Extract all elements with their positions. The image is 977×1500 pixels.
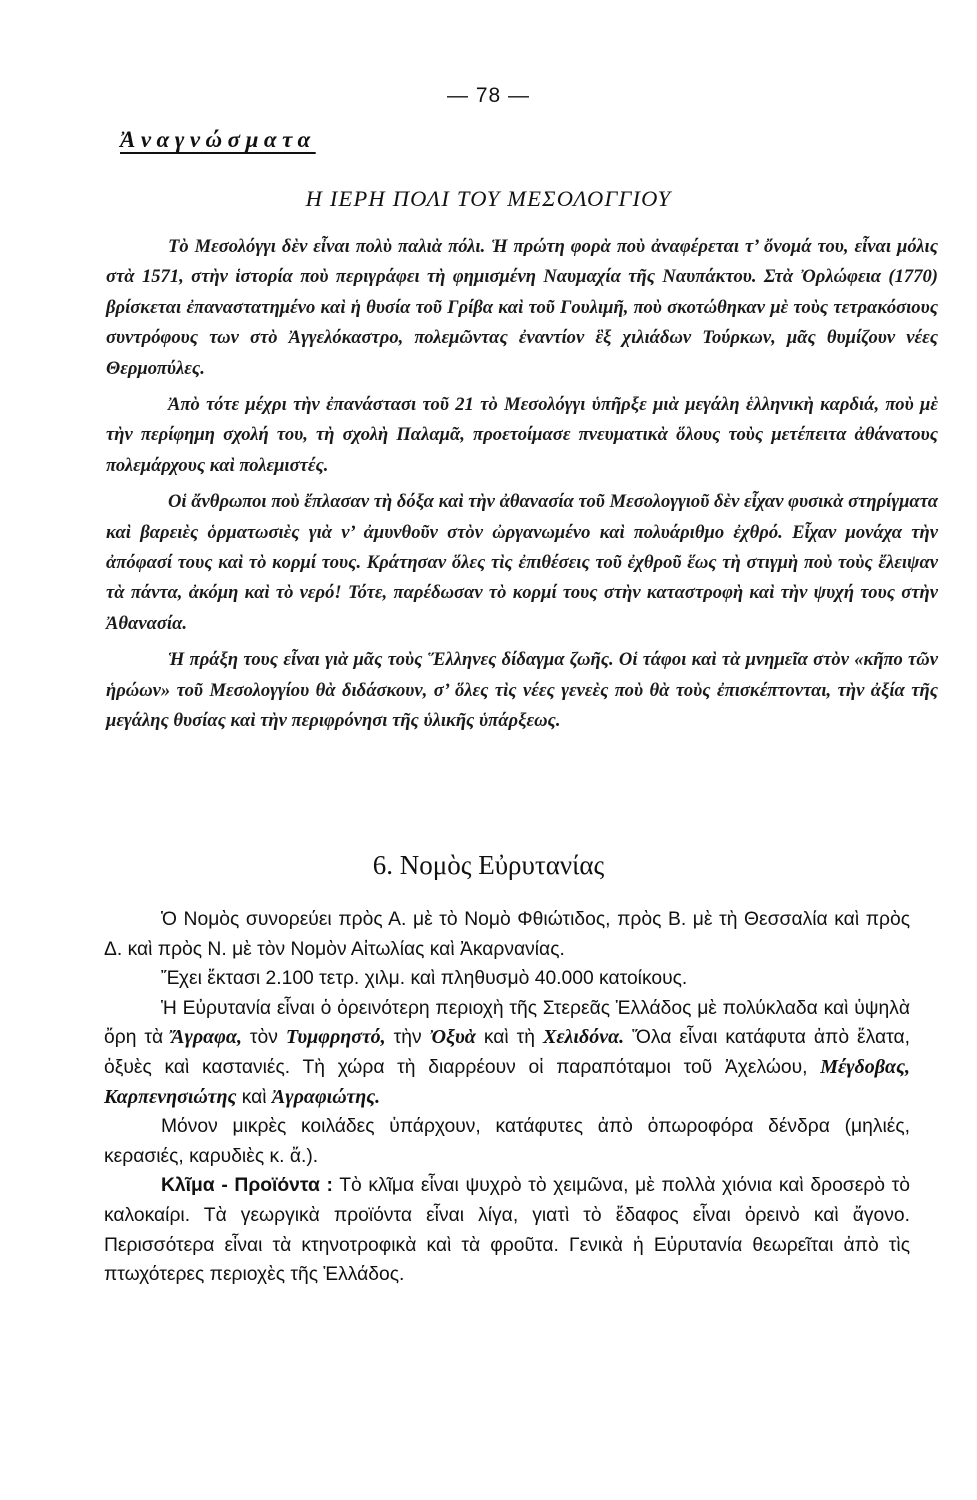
text-run: Τὸ κλῖμα εἶναι ψυχρὸ τὸ χειμῶνα, μὲ πολλὰ χιόνια καὶ δροσερὸ τὸ καλοκαίρι. Τὰ γεωργικὰ προϊόντα εἶναι λίγα, γιατὶ τὸ ἔδαφος εἶναι ὀρεινὸ καὶ ἄγονο. Περισσότερα εἶναι τὰ κτηνοτροφικὰ καὶ τὰ φροῦτα. Γενικὰ ἡ Εὐρυτανία θεωρεῖται ἀπὸ τὶς πτωχότερες περιοχὲς τῆς Ἑλλάδος. bbox=[104, 1175, 910, 1286]
body-paragraph-valleys: Μόνον μικρὲς κοιλάδες ὑπάρχουν, κατάφυτες ἀπὸ ὀπωροφόρα δένδρα (μηλιές, κερασιές, καρυδιὲς κ. ἄ.). bbox=[104, 1116, 910, 1167]
place-name: Ὀξυὰ bbox=[429, 1026, 476, 1049]
text-run: τὸν bbox=[241, 1027, 286, 1049]
place-name: Χελιδόνα. bbox=[543, 1026, 625, 1049]
text-run: τὴν bbox=[385, 1027, 430, 1049]
body-paragraph-area: Ἔχει ἔκτασι 2.100 τετρ. χιλμ. καὶ πληθυσμὸ 40.000 κατοίκους. bbox=[161, 968, 688, 990]
chapter-title: 6. Νομὸς Εὐρυτανίας bbox=[372, 850, 605, 880]
reading-text bbox=[106, 232, 938, 743]
paragraph-lead: Κλῖμα - Προϊόντα : bbox=[161, 1175, 333, 1197]
reading-title: Η ΙΕΡΗ ΠΟΛΙ ΤΟΥ ΜΕΣΟΛΟΓΓΙΟΥ bbox=[305, 186, 672, 211]
place-name: Μέγδοβας, Καρπενησιώτης bbox=[104, 1055, 910, 1108]
text-run: καὶ bbox=[236, 1086, 272, 1108]
text-run: Ἡ Εὐρυτανία εἶναι ὁ ὀρεινότερη περιοχὴ τῆς Στερεᾶς Ἑλλάδος μὲ πολύκλαδα καὶ ὑψηλὰ ὄρη τὰ bbox=[104, 997, 910, 1049]
text-run: Ὅλα εἶναι κατάφυτα ἀπὸ ἔλατα, ὀξυὲς καὶ καστανιές. Τὴ χώρα τὴ διαρρέουν οἱ παραπόταμοι τοῦ Ἀχελώου, bbox=[104, 1027, 910, 1078]
chapter-body bbox=[104, 905, 910, 1290]
reading-paragraph: Τὸ Μεσολόγγι δὲν εἶναι πολὺ παλιὰ πόλι. Ἡ πρώτη φορὰ ποὺ ἀναφέρεται τ’ ὄνομά του, εἶναι μόλις στὰ 1571, στὴν ἱστορία ποὺ περιγράφει τὴ φημισμένη Ναυμαχία τῆς Ναυπάκτου. Στὰ Ὀρλώφεια (1770) βρίσκεται ἐπαναστατημένο καὶ ἡ θυσία τοῦ Γρίβα καὶ τοῦ Γουλιμῆ, ποὺ σκοτώθηκαν μὲ τοὺς τετρακόσιους συντρόφους των στὸ Ἀγγελόκαστρο, πολεμῶντας ἐναντίον ἓξ χιλιάδων Τούρκων, μᾶς θυμίζουν νέες Θερμοπύλες. bbox=[106, 236, 938, 379]
place-name: Ἄγραφα, bbox=[171, 1026, 242, 1049]
reading-paragraph: Ἀπὸ τότε μέχρι τὴν ἐπανάστασι τοῦ 21 τὸ Μεσολόγγι ὑπῆρξε μιὰ μεγάλη ἑλληνικὴ καρδιά, ποὺ μὲ τὴν περίφημη σχολή του, τὴ σχολὴ Παλαμᾶ, προετοίμασε πνευματικὰ ὅλους τοὺς μετέπειτα ἀθάνατους πολεμάρχους καὶ πολεμιστές. bbox=[106, 394, 938, 476]
reading-paragraph: Ἡ πράξη τους εἶναι γιὰ μᾶς τοὺς Ἕλληνες δίδαγμα ζωῆς. Οἱ τάφοι καὶ τὰ μνημεῖα στὸν «κῆπο τῶν ἡρώων» τοῦ Μεσολογγίου θὰ διδάσκουν, σ’ ὅλες τὶς νέες γενεὲς ποὺ θὰ τοὺς ἐπισκέπτονται, τὴν ἀξία τῆς μεγάλης θυσίας καὶ τὴν περιφρόνησι τῆς ὑλικῆς ὑπάρξεως. bbox=[106, 649, 938, 732]
reading-paragraph: Οἱ ἄνθρωποι ποὺ ἔπλασαν τὴ δόξα καὶ τὴν ἀθανασία τοῦ Μεσολογγιοῦ δὲν εἶχαν φυσικὰ στηρίγματα καὶ βαρειὲς ὁρματωσιὲς γιὰ ν’ ἀμυνθοῦν στὸν ὠργανωμένο καὶ πολυάριθμο ἐχθρό. Εἶχαν μονάχα τὴν ἀπόφασί τους καὶ τὸ κορμί τους. Κράτησαν ὅλες τὶς ἐπιθέσεις τοῦ ἐχθροῦ ἕως τὴ στιγμὴ ποὺ τοὺς ἔλειψαν τὰ πάντα, ἀκόμη καὶ τὸ νερό! Τότε, παρέδωσαν τὸ κορμί τους στὴν καταστροφὴ καὶ τὴν ψυχή τους στὴν Ἀθανασία. bbox=[106, 491, 938, 634]
section-label: Ἀναγνώσματα bbox=[120, 127, 316, 152]
place-name: Ἀγραφιώτης. bbox=[271, 1085, 381, 1108]
text-run: καὶ τὴ bbox=[475, 1027, 543, 1049]
body-paragraph-borders: Ὁ Νομὸς συνορεύει πρὸς Α. μὲ τὸ Νομὸ Φθιώτιδος, πρὸς Β. μὲ τὴ Θεσσαλία καὶ πρὸς Δ. καὶ πρὸς Ν. μὲ τὸν Νομὸν Αἰτωλίας καὶ Ἀκαρνανίας. bbox=[104, 909, 910, 960]
body-paragraph-mountains bbox=[104, 994, 910, 1112]
page-number: — 78 — bbox=[446, 84, 531, 107]
place-name: Τυμφρηστό, bbox=[285, 1026, 386, 1049]
body-paragraph-climate bbox=[104, 1171, 910, 1289]
